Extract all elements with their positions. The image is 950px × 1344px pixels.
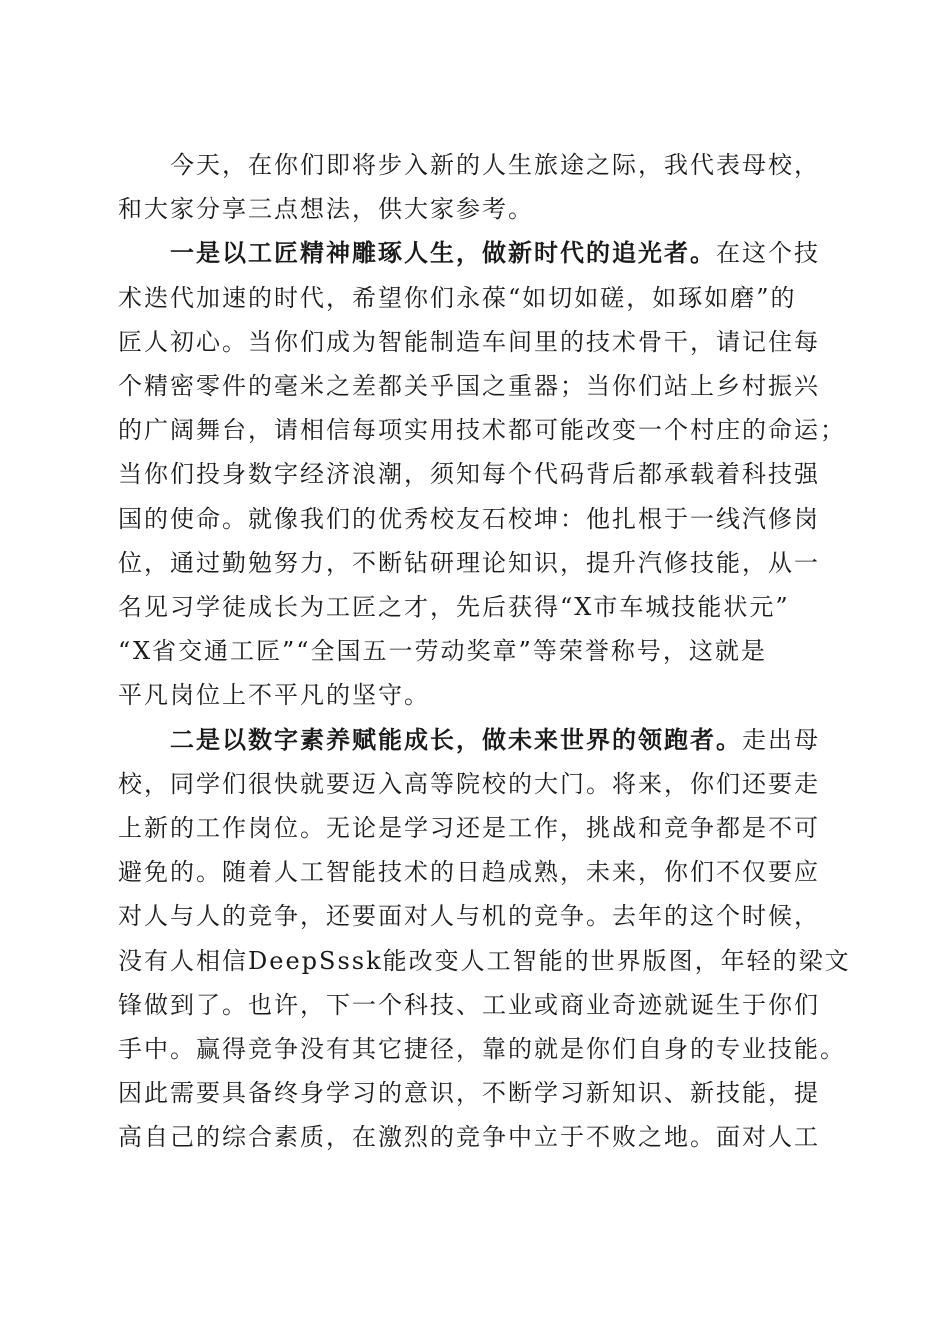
text-line: 因此需要具备终身学习的意识，不断学习新知识、新技能，提 — [118, 1079, 820, 1108]
paragraph-point-two — [118, 718, 851, 1160]
text-line: “X省交通工匠”“全国五一劳动奖章”等荣誉称号，这就是 — [118, 637, 767, 666]
text-line: 个精密零件的毫米之差都关乎国之重器；当你们站上乡村振兴 — [118, 372, 820, 401]
text-line: 对人与人的竞争，还要面对人与机的竞争。去年的这个时候， — [118, 902, 820, 931]
text-line — [118, 231, 838, 275]
text-line: 手中。赢得竞争没有其它捷径，靠的就是你们自身的专业技能。 — [118, 1035, 846, 1064]
text-line: 名见习学徒成长为工匠之才，先后获得“X市车城技能状元” — [118, 593, 790, 622]
text-line: 避免的。随着人工智能技术的日趋成熟，未来，你们不仅要应 — [118, 858, 820, 887]
document-body — [118, 143, 851, 1160]
text-line: 当你们投身数字经济浪潮，须知每个代码背后都承载着科技强 — [118, 460, 820, 489]
text-line: 锋做到了。也许，下一个科技、工业或商业奇迹就诞生于你们 — [118, 990, 820, 1019]
paragraph-point-one — [118, 231, 846, 717]
text-line: 国的使命。就像我们的优秀校友石校坤：他扎根于一线汽修岗 — [118, 504, 820, 533]
text-line: 平凡岗位上不平凡的坚守。 — [118, 681, 430, 710]
paragraph-intro — [118, 143, 838, 231]
text-line: 今天，在你们即将步入新的人生旅途之际，我代表母校， — [170, 151, 820, 179]
text-line: 和大家分享三点想法，供大家参考。 — [118, 195, 534, 224]
paragraph-lead-heading: 一是以工匠精神雕琢人生，做新时代的追光者。 — [170, 238, 716, 268]
paragraph-lead-heading: 二是以数字素养赋能成长，做未来世界的领跑者。 — [170, 724, 742, 754]
text-line: 匠人初心。当你们成为智能制造车间里的技术骨干，请记住每 — [118, 327, 820, 356]
text-line: 高自己的综合素质，在激烈的竞争中立于不败之地。面对人工 — [118, 1123, 820, 1152]
text-line: 的广阔舞台，请相信每项实用技术都可能改变一个村庄的命运； — [118, 416, 846, 445]
text-line: 上新的工作岗位。无论是学习还是工作，挑战和竞争都是不可 — [118, 814, 820, 843]
text-line: 没有人相信DeepSssk能改变人工智能的世界版图，年轻的梁文 — [118, 946, 851, 975]
text-line: 位，通过勤勉努力，不断钻研理论知识，提升汽修技能，从一 — [118, 548, 820, 577]
text-fragment: 在这个技 — [716, 239, 820, 268]
text-fragment: 走出母 — [742, 725, 820, 754]
text-line — [118, 718, 838, 762]
text-line: 术迭代加速的时代，希望你们永葆“如切如磋，如琢如磨”的 — [118, 283, 797, 312]
text-line: 校，同学们很快就要迈入高等院校的大门。将来，你们还要走 — [118, 769, 820, 798]
